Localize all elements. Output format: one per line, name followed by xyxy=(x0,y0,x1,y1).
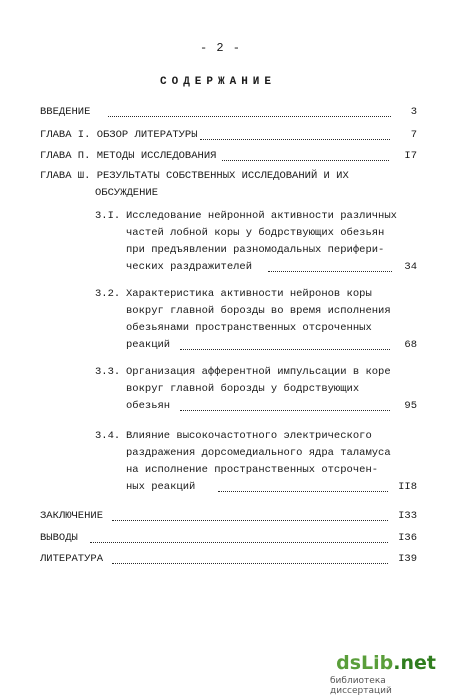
toc-s31-number: 3.I. xyxy=(95,210,121,222)
toc-s34-line2: раздражения дорсомедиального ядра таламуса xyxy=(126,447,391,459)
toc-s34-page: II8 xyxy=(398,481,417,493)
toc-s32-line1: Характеристика активности нейронов коры xyxy=(126,288,372,300)
toc-literature-page: I39 xyxy=(398,553,417,565)
toc-ch3-label-line2: ОБСУЖДЕНИЕ xyxy=(95,187,159,199)
toc-s33-line3: обезьян xyxy=(126,400,171,412)
toc-leader-dots xyxy=(108,116,391,117)
toc-s33-line1: Организация афферентной импульсации в коре xyxy=(126,366,391,378)
toc-s32-line3: обезьянами пространственных отсроченных xyxy=(126,322,372,334)
toc-s32-line2: вокруг главной борозды во время исполнения xyxy=(126,305,391,317)
toc-leader-dots xyxy=(200,139,390,140)
toc-s34-number: 3.4. xyxy=(95,430,121,442)
toc-intro-page: 3 xyxy=(410,106,417,118)
page-number-header: - 2 - xyxy=(200,41,242,55)
toc-leader-dots xyxy=(112,563,388,564)
toc-s33-page: 95 xyxy=(404,400,417,412)
toc-s31-page: 34 xyxy=(404,261,417,273)
toc-s34-line1: Влияние высокочастотного электрического xyxy=(126,430,372,442)
toc-s34-line3: на исполнение пространственных отсрочен- xyxy=(126,464,379,476)
toc-leader-dots xyxy=(180,410,390,411)
toc-leader-dots xyxy=(222,160,389,161)
toc-s33-number: 3.3. xyxy=(95,366,121,378)
toc-intro-label: ВВЕДЕНИЕ xyxy=(40,106,91,118)
dslib-caption: библиотека диссертаций xyxy=(330,676,392,696)
toc-ch1-label: ГЛАВА I. ОБЗОР ЛИТЕРАТУРЫ xyxy=(40,129,198,141)
toc-s32-page: 68 xyxy=(404,339,417,351)
toc-literature-label: ЛИТЕРАТУРА xyxy=(40,553,104,565)
toc-s32-number: 3.2. xyxy=(95,288,121,300)
page-title: СОДЕРЖАНИЕ xyxy=(160,76,277,88)
toc-findings-page: I36 xyxy=(398,532,417,544)
toc-ch2-label: ГЛАВА П. МЕТОДЫ ИССЛЕДОВАНИЯ xyxy=(40,150,217,162)
toc-s31-line2: частей лобной коры у бодрствующих обезьян xyxy=(126,227,385,239)
toc-conclusion-label: ЗАКЛЮЧЕНИЕ xyxy=(40,510,104,522)
toc-conclusion-page: I33 xyxy=(398,510,417,522)
toc-s31-line1: Исследование нейронной активности различных xyxy=(126,210,397,222)
toc-s31-line4: ческих раздражителей xyxy=(126,261,253,273)
dslib-logo: dsLib.net xyxy=(336,652,436,674)
toc-s32-line4: реакций xyxy=(126,339,171,351)
toc-leader-dots xyxy=(268,271,392,272)
toc-s34-line4: ных реакций xyxy=(126,481,196,493)
toc-leader-dots xyxy=(180,349,390,350)
toc-s31-line3: при предъявлении разномодальных перифери- xyxy=(126,244,385,256)
toc-s33-line2: вокруг главной борозды у бодрствующих xyxy=(126,383,360,395)
toc-ch3-label-line1: ГЛАВА Ш. РЕЗУЛЬТАТЫ СОБСТВЕННЫХ ИССЛЕДОВАНИЙ И ИХ xyxy=(40,170,349,182)
toc-leader-dots xyxy=(112,520,388,521)
toc-ch2-page: I7 xyxy=(404,150,417,162)
toc-leader-dots xyxy=(218,491,388,492)
toc-ch1-page: 7 xyxy=(410,129,417,141)
toc-leader-dots xyxy=(90,542,388,543)
toc-findings-label: ВЫВОДЫ xyxy=(40,532,78,544)
dslib-watermark xyxy=(330,652,442,696)
